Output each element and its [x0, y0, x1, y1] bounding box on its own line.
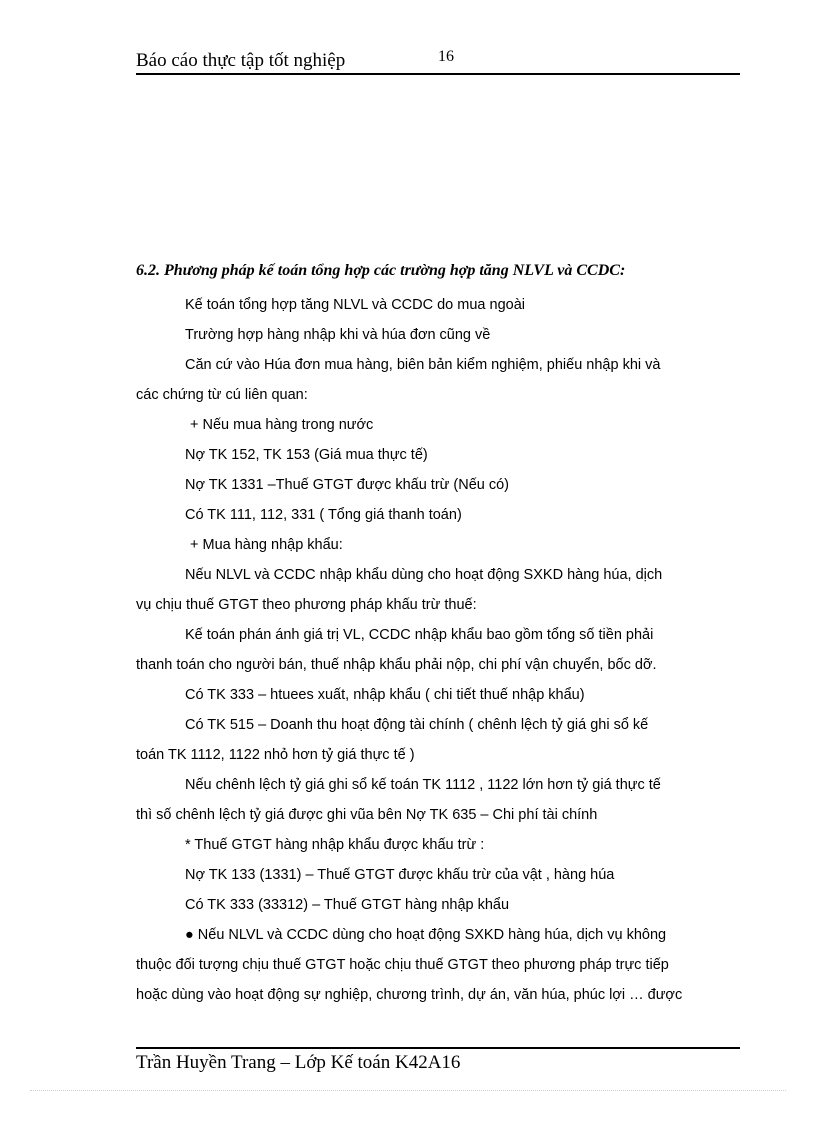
footer-divider	[136, 1047, 740, 1049]
paragraph-line: Trường hợp hàng nhập khi và húa đơn cũng về	[185, 327, 491, 343]
paragraph-line: thanh toán cho người bán, thuế nhập khẩu phải nộp, chi phí vận chuyển, bốc dỡ.	[136, 657, 657, 673]
section-heading: 6.2. Phương pháp kế toán tổng hợp các trường hợp tăng NLVL và CCDC:	[136, 262, 626, 279]
page-edge-line	[30, 1090, 786, 1091]
paragraph-line: Có TK 333 (33312) – Thuế GTGT hàng nhập khẩu	[185, 897, 510, 913]
page-footer: Trần Huyền Trang – Lớp Kế toán K42A16	[136, 1052, 461, 1073]
paragraph-line: Kế toán tổng hợp tăng NLVL và CCDC do mua ngoài	[185, 297, 525, 313]
header-divider	[136, 73, 740, 75]
paragraph-line: các chứng từ cú liên quan:	[136, 387, 308, 403]
page-number: 16	[438, 48, 454, 65]
paragraph-line: + Nếu mua hàng trong nước	[190, 417, 374, 433]
paragraph-line: Nếu chênh lệch tỷ giá ghi sổ kế toán TK 1112 , 1122 lớn hơn tỷ giá thực tế	[185, 777, 661, 793]
paragraph-line: Có TK 333 – htuees xuất, nhập khẩu ( chi tiết thuế nhập khẩu)	[185, 687, 585, 703]
paragraph-line: Nếu NLVL và CCDC nhập khẩu dùng cho hoạt động SXKD hàng húa, dịch	[185, 567, 663, 583]
header-title: Báo cáo thực tập tốt nghiệp	[136, 50, 346, 71]
page-header	[136, 48, 740, 74]
paragraph-line: toán TK 1112, 1122 nhỏ hơn tỷ giá thực tế )	[136, 747, 415, 763]
paragraph-line: hoặc dùng vào hoạt động sự nghiệp, chương trình, dự án, văn húa, phúc lợi … được	[136, 987, 683, 1003]
body-text	[136, 290, 736, 1010]
paragraph-line: vụ chịu thuế GTGT theo phương pháp khấu trừ thuế:	[136, 597, 477, 613]
paragraph-line: Nợ TK 152, TK 153 (Giá mua thực tế)	[185, 447, 428, 463]
paragraph-line: * Thuế GTGT hàng nhập khẩu được khấu trừ :	[185, 837, 485, 853]
paragraph-line: Nợ TK 133 (1331) – Thuế GTGT được khấu trừ của vật , hàng húa	[185, 867, 615, 883]
paragraph-line: + Mua hàng nhập khẩu:	[190, 537, 343, 553]
paragraph-line: Có TK 515 – Doanh thu hoạt động tài chính ( chênh lệch tỷ giá ghi sổ kế	[185, 717, 649, 733]
paragraph-line: Có TK 111, 112, 331 ( Tổng giá thanh toán)	[185, 507, 462, 523]
paragraph-line: ● Nếu NLVL và CCDC dùng cho hoạt động SXKD hàng húa, dịch vụ không	[185, 927, 667, 943]
paragraph-line: Kế toán phán ánh giá trị VL, CCDC nhập khẩu bao gồm tổng số tiền phải	[185, 627, 654, 643]
paragraph-line: thuộc đối tượng chịu thuế GTGT hoặc chịu thuế GTGT theo phương pháp trực tiếp	[136, 957, 669, 973]
paragraph-line: thì số chênh lệch tỷ giá được ghi vũa bên Nợ TK 635 – Chi phí tài chính	[136, 807, 598, 823]
paragraph-line: Nợ TK 1331 –Thuế GTGT được khấu trừ (Nếu có)	[185, 477, 509, 493]
paragraph-line: Căn cứ vào Húa đơn mua hàng, biên bản kiểm nghiệm, phiếu nhập khi và	[185, 357, 661, 373]
